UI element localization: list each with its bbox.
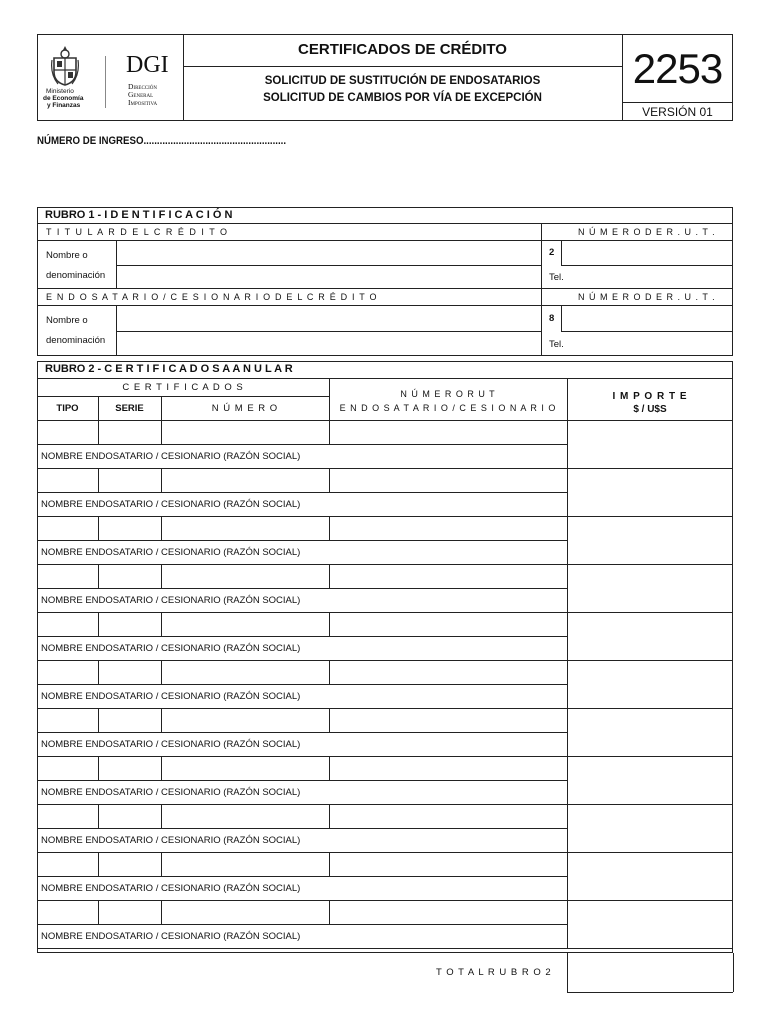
- row-nombre-input[interactable]: [332, 878, 565, 898]
- row-rut-input[interactable]: [332, 470, 565, 490]
- row-nombre-input[interactable]: [332, 926, 565, 946]
- row-nombre-input[interactable]: [332, 590, 565, 610]
- row-rut-input[interactable]: [332, 806, 565, 826]
- row-numero-input[interactable]: [164, 806, 327, 826]
- titular-nombre-label: Nombre o: [46, 250, 88, 261]
- row-numero-input[interactable]: [164, 422, 327, 442]
- row-importe-input[interactable]: [570, 422, 730, 466]
- dgi-line-1: Dirección: [128, 82, 158, 91]
- row-numero-input[interactable]: [164, 518, 327, 538]
- row-numero-input[interactable]: [164, 566, 327, 586]
- ministry-line-2: de Economía: [43, 95, 84, 102]
- endosatario-rut-code: 8: [549, 313, 555, 324]
- row-tipo-input[interactable]: [40, 614, 96, 634]
- form-subtitle-1: SOLICITUD DE SUSTITUCIÓN DE ENDOSATARIOS: [264, 75, 541, 87]
- row-serie-input[interactable]: [101, 614, 159, 634]
- rubro2-title: RUBRO 2 - C E R T I F I C A D O S A A N U L A R: [45, 363, 293, 375]
- row-serie-input[interactable]: [101, 422, 159, 442]
- rut-header-line1: N Ú M E R O R U T: [400, 389, 496, 399]
- row-importe-input[interactable]: [570, 854, 730, 898]
- row-rut-input[interactable]: [332, 662, 565, 682]
- row-serie-input[interactable]: [101, 710, 159, 730]
- row-rut-input[interactable]: [332, 902, 565, 922]
- importe-header-line2: $ / U$S: [633, 404, 667, 415]
- row-nombre-label: NOMBRE ENDOSATARIO / CESIONARIO (RAZÓN SOCIAL): [41, 547, 301, 558]
- row-tipo-input[interactable]: [40, 518, 96, 538]
- row-importe-input[interactable]: [570, 662, 730, 706]
- row-tipo-input[interactable]: [40, 854, 96, 874]
- row-importe-input[interactable]: [570, 518, 730, 562]
- row-numero-input[interactable]: [164, 470, 327, 490]
- total-rubro2-label: T O T A L R U B R O 2: [436, 967, 552, 978]
- row-nombre-label: NOMBRE ENDOSATARIO / CESIONARIO (RAZÓN SOCIAL): [41, 451, 301, 462]
- titular-rut-input[interactable]: [564, 243, 730, 263]
- row-nombre-label: NOMBRE ENDOSATARIO / CESIONARIO (RAZÓN SOCIAL): [41, 883, 301, 894]
- row-numero-input[interactable]: [164, 902, 327, 922]
- row-numero-input[interactable]: [164, 758, 327, 778]
- endosatario-nombre-input[interactable]: [119, 308, 538, 329]
- row-serie-input[interactable]: [101, 902, 159, 922]
- titular-label: T I T U L A R D E L C R É D I T O: [46, 227, 229, 237]
- row-tipo-input[interactable]: [40, 902, 96, 922]
- row-importe-input[interactable]: [570, 470, 730, 514]
- row-nombre-label: NOMBRE ENDOSATARIO / CESIONARIO (RAZÓN SOCIAL): [41, 739, 301, 750]
- row-importe-input[interactable]: [570, 758, 730, 802]
- row-nombre-input[interactable]: [332, 782, 565, 802]
- rut-header-line2: E N D O S A T A R I O / C E S I O N A R I O: [339, 403, 557, 413]
- row-nombre-label: NOMBRE ENDOSATARIO / CESIONARIO (RAZÓN SOCIAL): [41, 595, 301, 606]
- row-nombre-label: NOMBRE ENDOSATARIO / CESIONARIO (RAZÓN SOCIAL): [41, 787, 301, 798]
- form-version: VERSIÓN 01: [642, 105, 713, 119]
- uruguay-coat-of-arms-logo: [50, 44, 80, 88]
- tipo-header: TIPO: [56, 403, 79, 414]
- ministry-line-3: y Finanzas: [47, 102, 81, 109]
- row-importe-input[interactable]: [570, 902, 730, 946]
- row-nombre-input[interactable]: [332, 830, 565, 850]
- numero-header: N Ú M E R O: [211, 403, 279, 414]
- row-rut-input[interactable]: [332, 422, 565, 442]
- row-serie-input[interactable]: [101, 470, 159, 490]
- row-importe-input[interactable]: [570, 614, 730, 658]
- titular-denominacion-input[interactable]: [119, 267, 538, 286]
- row-nombre-input[interactable]: [332, 446, 565, 466]
- titular-nombre-input[interactable]: [119, 243, 538, 263]
- row-rut-input[interactable]: [332, 758, 565, 778]
- row-nombre-label: NOMBRE ENDOSATARIO / CESIONARIO (RAZÓN SOCIAL): [41, 499, 301, 510]
- row-numero-input[interactable]: [164, 614, 327, 634]
- dgi-logo: DGI: [126, 52, 169, 78]
- row-serie-input[interactable]: [101, 758, 159, 778]
- row-nombre-label: NOMBRE ENDOSATARIO / CESIONARIO (RAZÓN SOCIAL): [41, 691, 301, 702]
- titular-tel-label: Tel.: [549, 272, 564, 283]
- row-nombre-input[interactable]: [332, 494, 565, 514]
- row-nombre-label: NOMBRE ENDOSATARIO / CESIONARIO (RAZÓN SOCIAL): [41, 931, 301, 942]
- row-tipo-input[interactable]: [40, 470, 96, 490]
- endosatario-denominacion-input[interactable]: [119, 333, 538, 354]
- row-nombre-input[interactable]: [332, 686, 565, 706]
- row-rut-input[interactable]: [332, 614, 565, 634]
- endosatario-tel-input[interactable]: [570, 333, 730, 354]
- row-rut-input[interactable]: [332, 854, 565, 874]
- dgi-line-3: Impositiva: [128, 98, 158, 107]
- row-nombre-input[interactable]: [332, 638, 565, 658]
- endosatario-label: E N D O S A T A R I O / C E S I O N A R I O D E L C R É D I T O: [46, 292, 378, 302]
- endosatario-tel-label: Tel.: [549, 339, 564, 350]
- row-importe-input[interactable]: [570, 806, 730, 850]
- form-number: 2253: [632, 45, 723, 92]
- row-numero-input[interactable]: [164, 662, 327, 682]
- total-rubro2-input[interactable]: [570, 956, 730, 989]
- row-nombre-label: NOMBRE ENDOSATARIO / CESIONARIO (RAZÓN SOCIAL): [41, 835, 301, 846]
- importe-header-line1: I M P O R T E: [612, 391, 688, 402]
- row-numero-input[interactable]: [164, 710, 327, 730]
- row-importe-input[interactable]: [570, 566, 730, 610]
- endosatario-rut-input[interactable]: [564, 308, 730, 329]
- ministry-line-1: Ministerio: [46, 88, 74, 95]
- endosatario-denominacion-label: denominación: [46, 335, 106, 346]
- row-tipo-input[interactable]: [40, 566, 96, 586]
- form-subtitle-2: SOLICITUD DE CAMBIOS POR VÍA DE EXCEPCIÓN: [263, 92, 542, 104]
- row-tipo-input[interactable]: [40, 662, 96, 682]
- row-rut-input[interactable]: [332, 566, 565, 586]
- row-nombre-input[interactable]: [332, 734, 565, 754]
- row-serie-input[interactable]: [101, 518, 159, 538]
- endosatario-nombre-label: Nombre o: [46, 315, 88, 326]
- row-tipo-input[interactable]: [40, 806, 96, 826]
- titular-rut-label: N Ú M E R O D E R . U . T .: [578, 227, 716, 237]
- row-serie-input[interactable]: [101, 854, 159, 874]
- rubro1-title: RUBRO 1 - I D E N T I F I C A C I Ó N: [45, 209, 233, 221]
- titular-tel-input[interactable]: [570, 267, 730, 286]
- numero-ingreso-input[interactable]: [170, 132, 310, 148]
- row-tipo-input[interactable]: [40, 422, 96, 442]
- row-nombre-label: NOMBRE ENDOSATARIO / CESIONARIO (RAZÓN SOCIAL): [41, 643, 301, 654]
- endosatario-rut-label: N Ú M E R O D E R . U . T .: [578, 292, 716, 302]
- numero-ingreso-label: NÚMERO DE INGRESO.....................................................: [37, 135, 287, 147]
- titular-rut-code: 2: [549, 247, 555, 258]
- serie-header: SERIE: [115, 403, 144, 414]
- row-rut-input[interactable]: [332, 710, 565, 730]
- dgi-line-2: General: [128, 90, 154, 99]
- row-serie-input[interactable]: [101, 662, 159, 682]
- row-serie-input[interactable]: [101, 566, 159, 586]
- row-nombre-input[interactable]: [332, 542, 565, 562]
- row-tipo-input[interactable]: [40, 710, 96, 730]
- certificados-header: C E R T I F I C A D O S: [122, 382, 244, 393]
- row-importe-input[interactable]: [570, 710, 730, 754]
- row-serie-input[interactable]: [101, 806, 159, 826]
- row-rut-input[interactable]: [332, 518, 565, 538]
- titular-denominacion-label: denominación: [46, 270, 106, 281]
- row-numero-input[interactable]: [164, 854, 327, 874]
- row-tipo-input[interactable]: [40, 758, 96, 778]
- form-title: CERTIFICADOS DE CRÉDITO: [298, 41, 507, 58]
